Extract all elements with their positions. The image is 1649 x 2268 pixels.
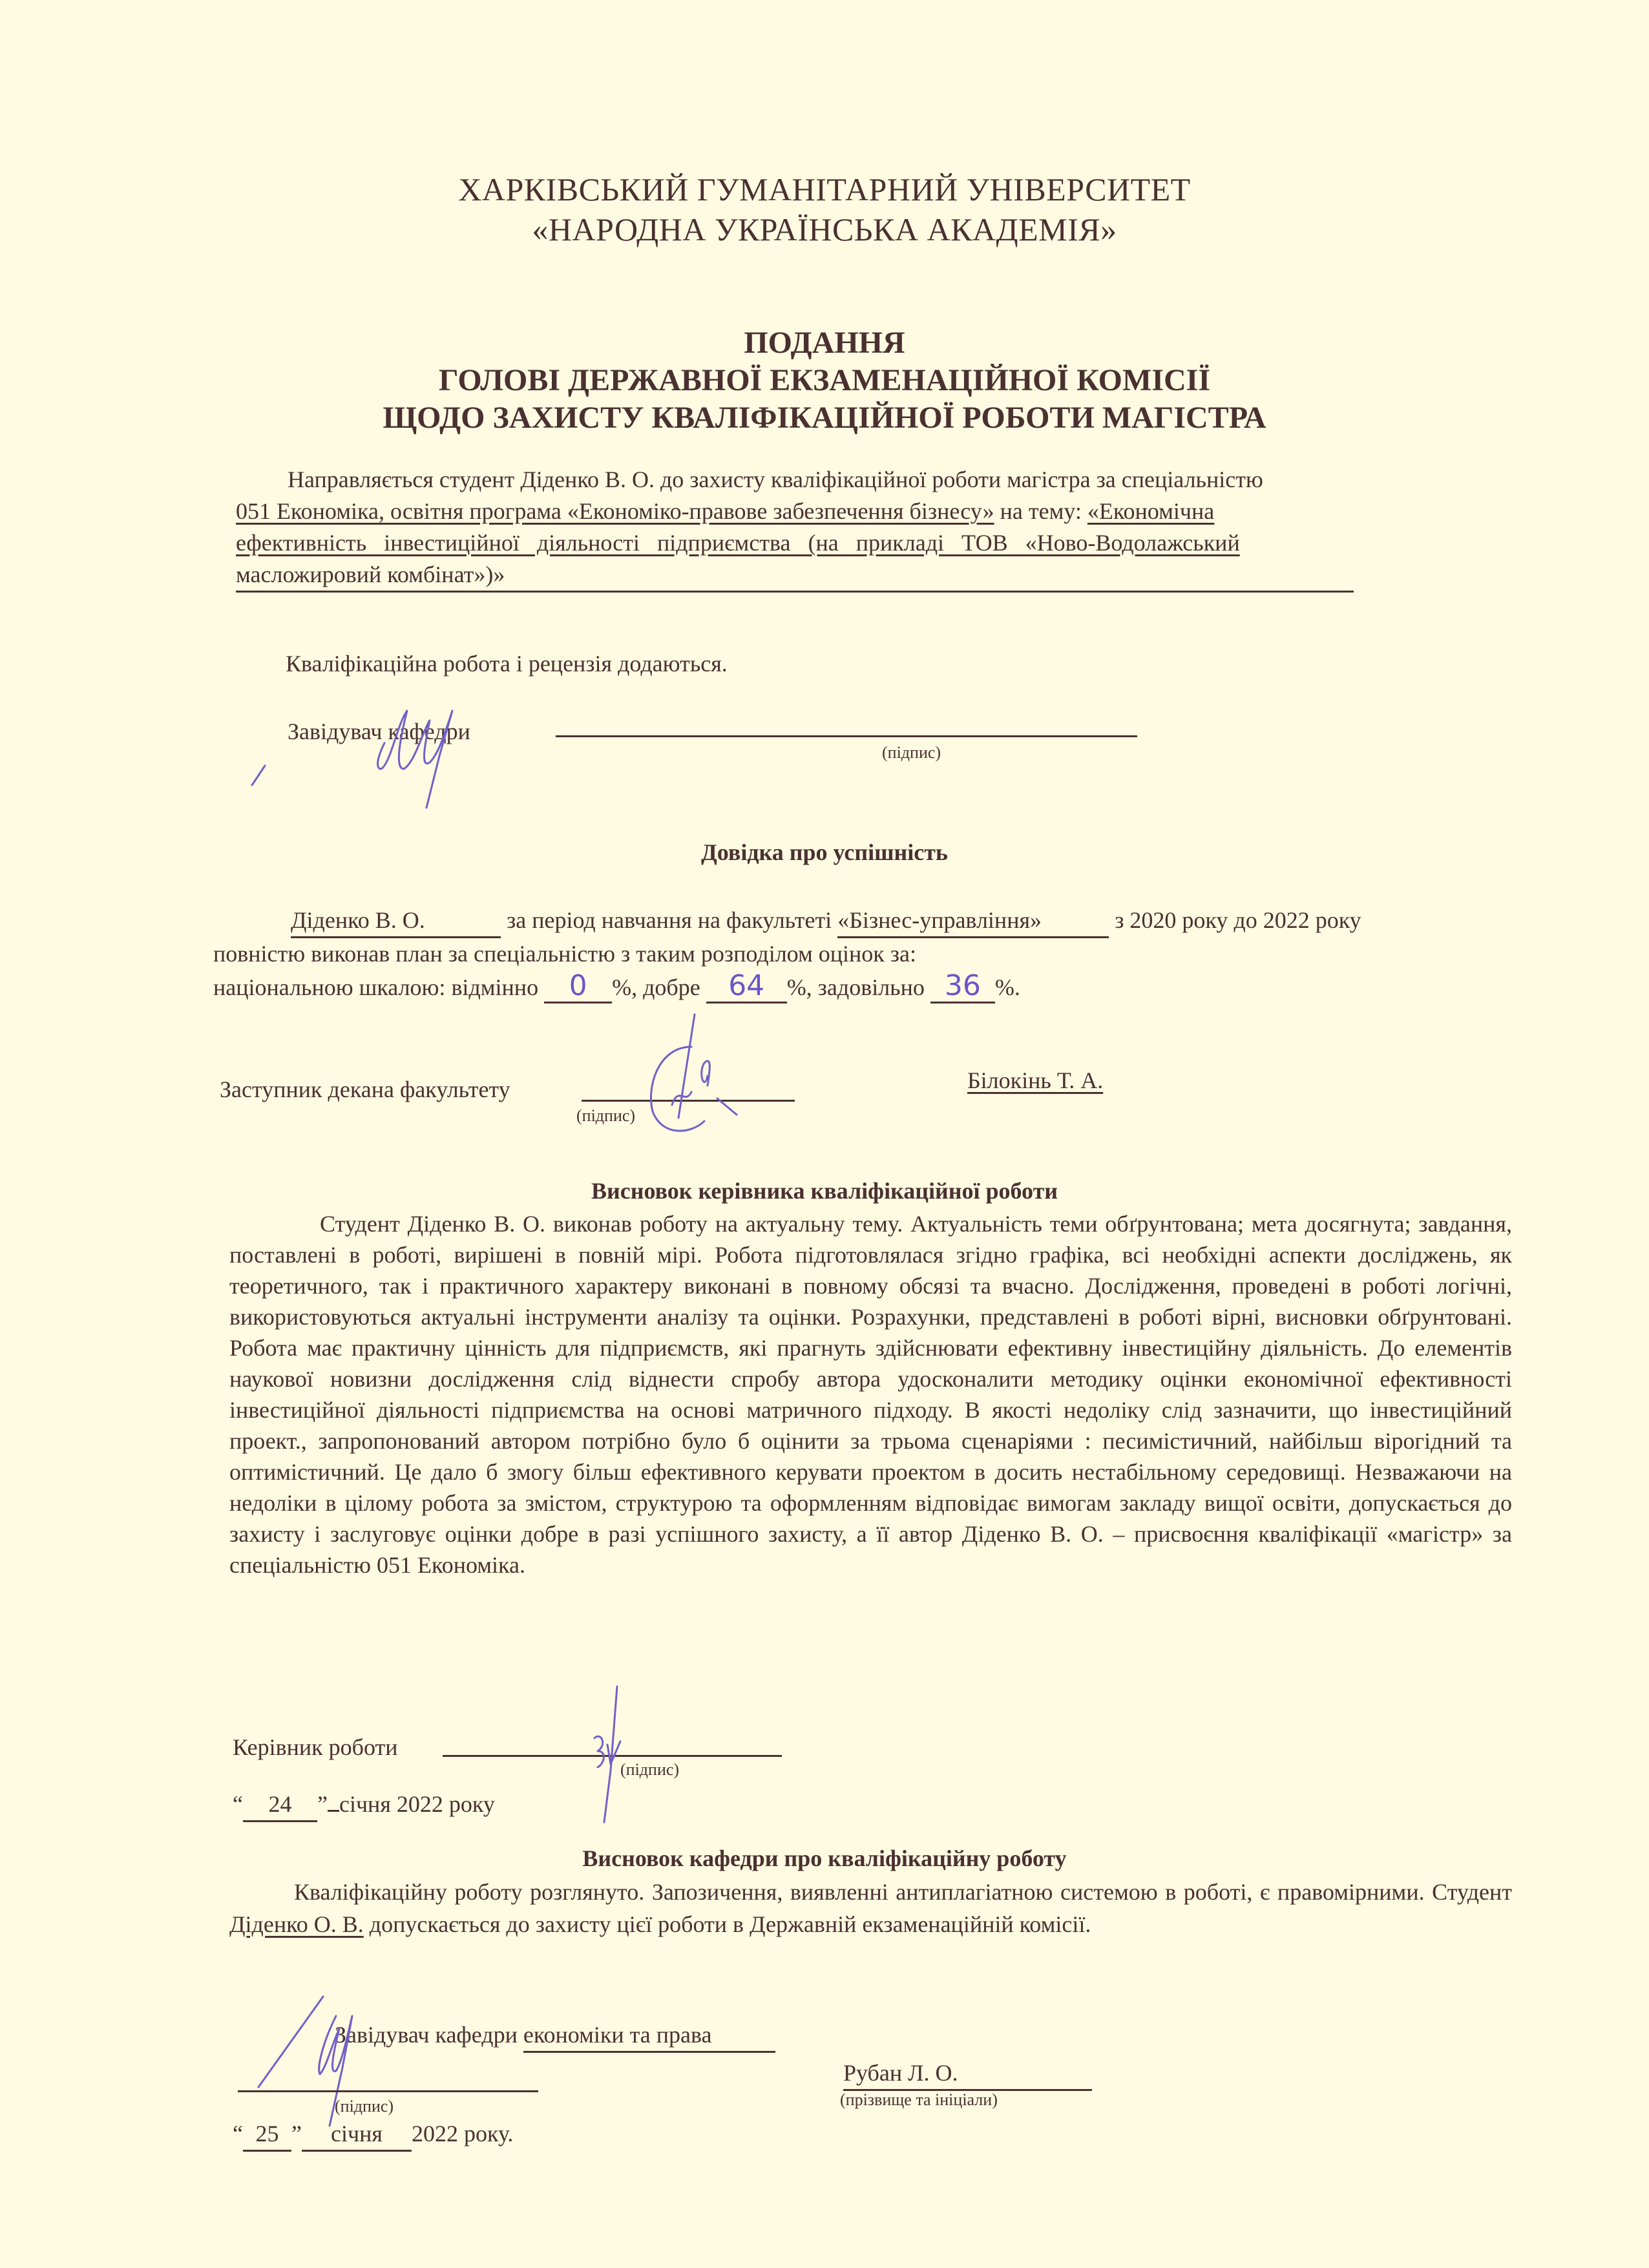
date-day: 24 [243, 1789, 317, 1822]
signature-stroke [651, 1014, 737, 1131]
department-head-name: Рубан Л. О. [843, 2057, 1092, 2091]
date-day: 25 [243, 2118, 291, 2152]
department-conclusion-heading: Висновок кафедри про кваліфікаційну роботу [582, 1845, 1067, 1871]
department-student-name: Діденко О. В. [229, 1911, 364, 1937]
deputy-signature [633, 1008, 775, 1137]
date-rest: січня 2022 року [339, 1791, 495, 1817]
signature-stroke [252, 711, 452, 808]
date-month: січня [302, 2118, 412, 2152]
date-open-quote: “ [233, 1791, 243, 1817]
referral-specialty: 051 Економіка, освітня програма «Економіко-правове забезпечення бізнесу» [236, 498, 994, 524]
referral-topic-part1: «Економічна [1087, 498, 1215, 524]
period-text: за період навчання на факультеті [507, 907, 832, 933]
supervisor-signature-caption: (підпис) [620, 1760, 680, 1779]
good-label: %, добре [612, 974, 700, 1000]
title-line-3: ЩОДО ЗАХИСТУ КВАЛІФІКАЦІЙНОЇ РОБОТИ МАГІСТРА [383, 401, 1266, 435]
deputy-dean-label: Заступник декана факультету [220, 1076, 510, 1102]
student-name: Діденко В. О. [291, 905, 501, 938]
referral-topic-prefix: на тему: [1000, 498, 1082, 524]
university-line-1: ХАРКІВСЬКИЙ ГУМАНІТАРНИЙ УНІВЕРСИТЕТ [458, 171, 1191, 207]
plan-text: повністю виконав план за спеціальністю з таким розподілом оцінок за: [213, 941, 916, 967]
signature-line [556, 735, 1137, 737]
signature-caption: (підпис) [882, 743, 941, 762]
department-signature-caption: (підпис) [335, 2097, 394, 2116]
head-of-department-label: Завідувач кафедри [288, 719, 470, 744]
date-close-quote: ” [317, 1791, 328, 1817]
department-signature-line [238, 2090, 538, 2092]
years-text: з 2020 року до 2022 року [1115, 907, 1361, 933]
head-signature [246, 672, 517, 801]
department-paragraph-part2: допускається до захисту цієї роботи в Державній екзаменаційній комісії. [363, 1911, 1091, 1937]
name-caption: (прізвище та ініціали) [840, 2090, 998, 2109]
scale-label: національною шкалою: відмінно [213, 974, 539, 1000]
supervisor-label: Керівник роботи [233, 1734, 398, 1760]
date-open-quote: “ [233, 2121, 243, 2147]
supervisor-date [233, 1789, 495, 1822]
department-name: економіки та права [523, 2019, 775, 2053]
title-line-2: ГОЛОВІ ДЕРЖАВНОЇ ЕКЗАМЕНАЦІЙНОЇ КОМІСІЇ [438, 363, 1211, 397]
deputy-signature-caption: (підпис) [576, 1106, 636, 1125]
good-percent: 64 [706, 970, 787, 1003]
department-head-label: Завідувач кафедри [335, 2022, 518, 2048]
date-close-quote: ” [291, 2121, 302, 2147]
department-date [233, 2118, 513, 2152]
referral-paragraph [236, 464, 1512, 593]
university-line-2: «НАРОДНА УКРАЇНСЬКА АКАДЕМІЯ» [532, 211, 1117, 247]
signature-stroke [594, 1686, 620, 1822]
date-rest: 2022 року. [411, 2121, 514, 2147]
document-title [0, 324, 1649, 437]
department-conclusion-paragraph [229, 1876, 1512, 1940]
deputy-dean-name: Білокінь Т. А. [967, 1067, 1104, 1093]
excellent-percent: 0 [544, 970, 612, 1003]
referral-topic-line3: масложировий комбінат»)» [236, 559, 1354, 593]
department-head-name-wrap [843, 2057, 1092, 2091]
supervisor-conclusion-heading: Висновок керівника кваліфікаційної роботи [591, 1178, 1058, 1204]
progress-report-heading: Довідка про успішність [701, 839, 948, 865]
attachments-note: Кваліфікаційна робота і рецензія додаються. [286, 651, 728, 677]
referral-topic-line2: ефективність інвестиційної діяльності підприємства (на прикладі ТОВ «Ново-Водолажський [236, 530, 1240, 556]
progress-report-text [213, 905, 1525, 1003]
percent-end: %. [994, 974, 1020, 1000]
department-paragraph-part1: Кваліфікаційну роботу розглянуто. Запозичення, виявленні антиплагіатною системою в роботі, є правомірними. Студент [294, 1879, 1512, 1905]
faculty-name: «Бізнес-управління» [837, 905, 1109, 938]
supervisor-conclusion-paragraph: Студент Діденко В. О. виконав роботу на актуальну тему. Актуальність теми обґрунтована; мета досягнута; завдання, поставлені в роботі, вирішені в повній мірі. Робота підготовлялася згідно графіка, всі необхідні аспекти досліджень, як теоретичного, так і практичного характеру виконані в повному обсязі та вчасно. Дослідження, проведені в роботі логічні, використовуються актуальні інструменти аналізу та оцінки. Розрахунки, представлені в роботі вірні, висновки обґрунтовані. Робота має практичну цінність для підприємств, які прагнуть здійснювати ефективну інвестиційну діяльність. До елементів наукової новизни дослідження слід віднести спробу автора удосконалити методику оцінки економічної ефективності інвестиційної діяльності підприємства на основі матричного підходу. В якості недоліку слід зазначити, що інвестиційний проект., запропонований автором потрібно було б оцінити за трьома сценаріями : песимістичний, найбільш вірогідний та оптимістичний. Це дало б змогу більш ефективного керувати проектом в досить нестабільному середовищі. Незважаючи на недоліки в цілому робота за змістом, структурою та оформленням відповідає вимогам закладу вищої освіти, допускається до захисту і заслуговує оцінки добре в разі успішного захисту, а її автор Діденко В. О. – присвоєння кваліфікації «магістр» за спеціальністю 051 Економіка. [229, 1211, 1512, 1578]
university-name [0, 169, 1649, 249]
title-line-1: ПОДАННЯ [744, 326, 905, 360]
supervisor-signature [575, 1680, 653, 1829]
satisfactory-label: %, задовільно [786, 974, 925, 1000]
satisfactory-percent: 36 [930, 970, 995, 1003]
referral-intro: Направляється студент Діденко В. О. до захисту кваліфікаційної роботи магістра за спеціальністю [288, 467, 1263, 492]
